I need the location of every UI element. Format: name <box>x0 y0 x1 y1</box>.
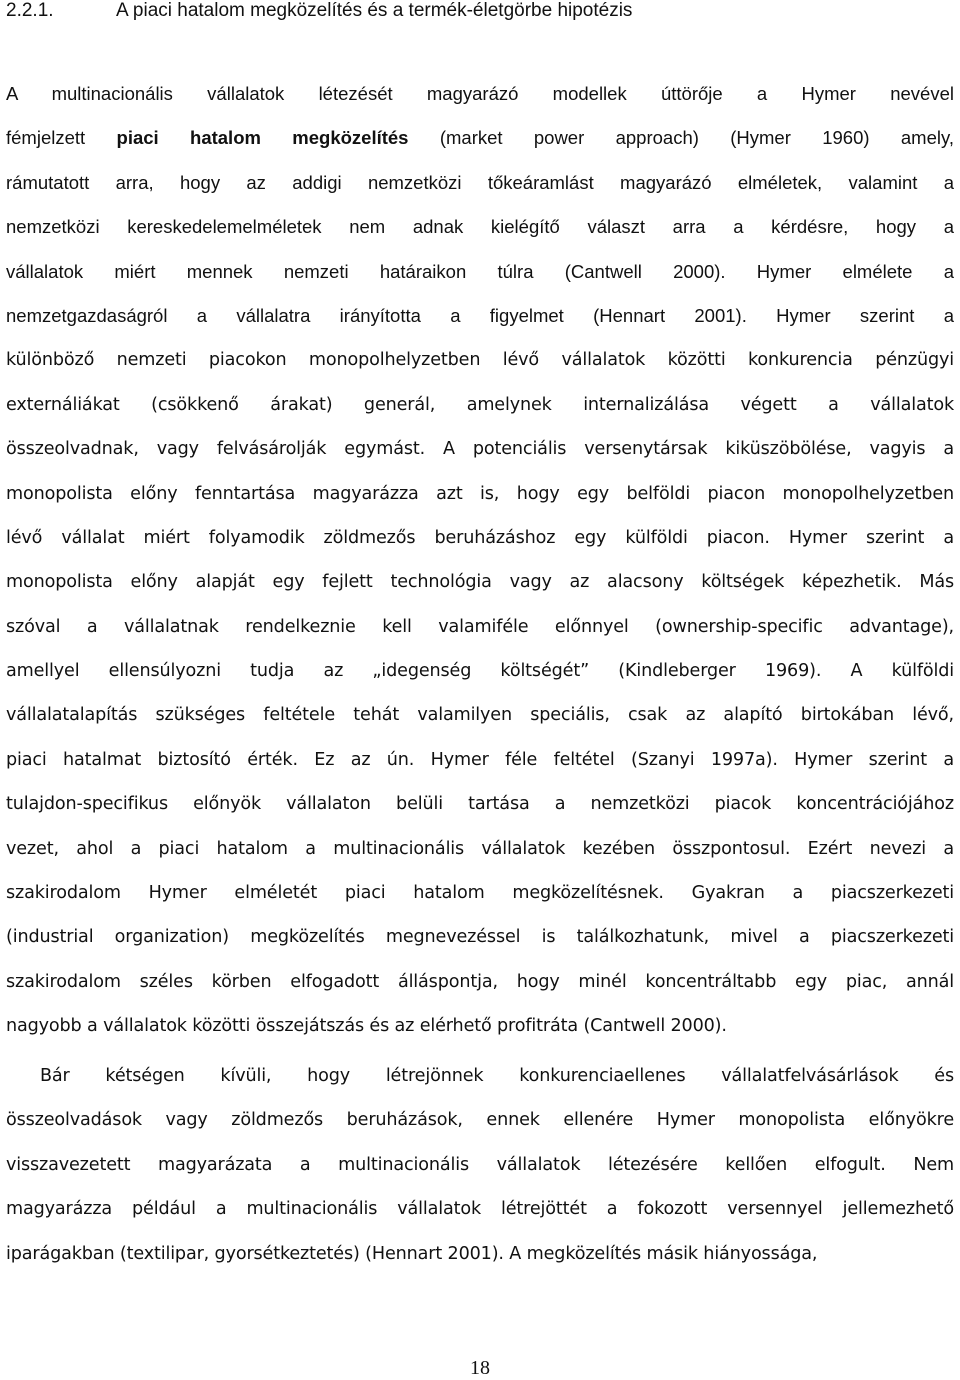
text-line <box>6 649 954 693</box>
text-run: magyarázza például a multinacionális vállalatok létrejöttét a fokozott versennyel jellemezhető <box>6 1199 954 1220</box>
text-run: monopolista előny alapját egy fejlett technológia vagy az alacsony költségek képezhetik. Más <box>6 572 954 593</box>
text-line <box>6 1187 954 1231</box>
text-run: tulajdon-specifikus előnyök vállalaton belüli tartása a nemzetközi piacok koncentrációjához <box>6 794 954 815</box>
text-run: szakirodalom széles körben elfogadott álláspontja, hogy minél koncentráltabb egy piac, annál <box>6 971 954 992</box>
text-run: externáliákat (csökkenő árakat) generál, amelynek internalizálása végett a vállalatok <box>6 394 954 415</box>
text-run: vállalatok miért mennek nemzeti határaikon túlra (Cantwell 2000). Hymer elmélete a <box>6 260 954 282</box>
text-line <box>6 383 954 427</box>
text-run: összeolvadnak, vagy felvásárolják egymást. A potenciális versenytársak kiküszöbölése, vagyis a <box>6 439 954 460</box>
text-run: vezet, ahol a piaci hatalom a multinacionális vállalatok kezében összpontosul. Ezért nevezi a <box>6 838 954 859</box>
paragraph-critique <box>6 1054 954 1276</box>
text-line <box>6 1143 954 1187</box>
text-line <box>6 915 954 959</box>
text-line <box>6 205 954 249</box>
text-line <box>6 738 954 782</box>
text-line <box>6 1054 954 1098</box>
text-line <box>6 116 954 160</box>
text-line <box>6 1232 954 1276</box>
text-line <box>6 960 954 1004</box>
text-line <box>6 250 954 294</box>
text-run: rámutatott arra, hogy az addigi nemzetközi tőkeáramlást magyarázó elméletek, valamint a <box>6 171 954 193</box>
text-run: (industrial organization) megközelítés megnevezéssel is találkozhatunk, mivel a piacszerkezeti <box>6 927 954 948</box>
section-heading <box>6 0 632 22</box>
text-line <box>6 294 954 338</box>
text-run: fémjelzett <box>6 127 117 149</box>
text-line <box>6 161 954 205</box>
section-title: A piaci hatalom megközelítés és a termék-életgörbe hipotézis <box>116 0 633 21</box>
text-line <box>6 72 954 116</box>
text-run: piaci hatalmat biztosító érték. Ez az ún. Hymer féle feltétel (Szanyi 1997a). Hymer szerint a <box>6 749 954 770</box>
text-line <box>6 472 954 516</box>
text-run: vállalatalapítás szükséges feltétele tehát valamilyen speciális, csak az alapító birtokában lévő, <box>6 705 954 726</box>
text-line <box>6 782 954 826</box>
text-line <box>6 1004 954 1048</box>
text-run: visszavezetett magyarázata a multinacionális vállalatok létezésére kellően elfogult. Nem <box>6 1154 954 1175</box>
text-line <box>6 516 954 560</box>
emphasized-term: piaci hatalom megközelítés <box>116 127 409 149</box>
text-run: Bár kétségen kívüli, hogy létrejönnek konkurenciaellenes vállalatfelvásárlások és <box>40 1066 954 1086</box>
text-line <box>6 427 954 471</box>
text-run: nagyobb a vállalatok közötti összejátszás és az elérhető profitráta (Cantwell 2000). <box>6 1016 727 1037</box>
text-run: (market power approach) (Hymer 1960) amely, <box>408 127 954 149</box>
text-run: különböző nemzeti piacokon monopolhelyzetben lévő vállalatok közötti konkurencia pénzügyi <box>6 350 954 371</box>
text-line <box>6 1098 954 1142</box>
text-line <box>6 338 954 382</box>
text-run: lévő vállalat miért folyamodik zöldmezős beruházáshoz egy külföldi piacon. Hymer szerint a <box>6 527 954 548</box>
paragraph-market-power <box>6 72 954 1049</box>
text-line <box>6 871 954 915</box>
text-line <box>6 827 954 871</box>
section-number: 2.2.1. <box>6 0 54 21</box>
text-run: amellyel ellensúlyozni tudja az „idegenség költségét” (Kindleberger 1969). A külföldi <box>6 661 954 682</box>
text-run: nemzetgazdaságról a vállalatra irányította a figyelmet (Hennart 2001). Hymer szerint a <box>6 304 954 326</box>
text-line <box>6 693 954 737</box>
text-run: szakirodalom Hymer elméletét piaci hatalom megközelítésnek. Gyakran a piacszerkezeti <box>6 883 954 904</box>
text-run: iparágakban (textilipar, gyorsétkeztetés) (Hennart 2001). A megközelítés másik hiányossága, <box>6 1243 818 1264</box>
text-run: összeolvadások vagy zöldmezős beruházások, ennek ellenére Hymer monopolista előnyökre <box>6 1110 954 1131</box>
page-number: 18 <box>470 1357 490 1379</box>
text-line <box>6 605 954 649</box>
text-run: nemzetközi kereskedelemelméletek nem adnak kielégítő választ arra a kérdésre, hogy a <box>6 216 954 238</box>
text-run: szóval a vállalatnak rendelkeznie kell valamiféle előnnyel (ownership-specific advantage), <box>6 616 954 637</box>
text-run: monopolista előny fenntartása magyarázza azt is, hogy egy belföldi piacon monopolhelyzetben <box>6 483 954 504</box>
text-line <box>6 560 954 604</box>
text-run: A multinacionális vállalatok létezését magyarázó modellek úttörője a Hymer nevével <box>6 83 954 104</box>
